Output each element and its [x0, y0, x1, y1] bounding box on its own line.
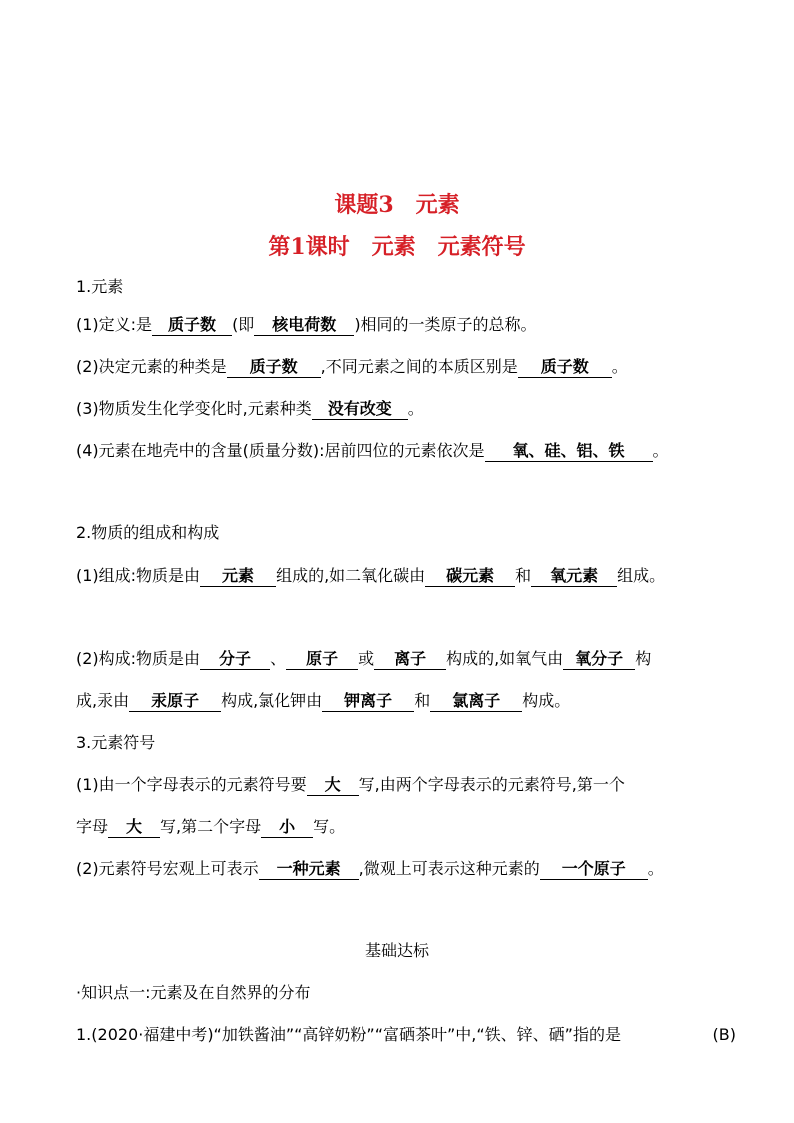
definition-line: [76, 314, 736, 336]
answer-blank: 一种元素: [259, 859, 359, 880]
change-line: [76, 398, 736, 420]
text: 和: [414, 691, 431, 710]
answer-blank: 一个原子: [540, 859, 648, 880]
answer-blank: 氧分子: [563, 649, 635, 670]
text: (即: [232, 315, 255, 334]
question-answer: (B): [712, 1025, 736, 1044]
answer-blank: 小: [261, 817, 313, 838]
text: 和: [515, 566, 532, 585]
question-text: 1.(2020·福建中考)“加铁酱油”“高锌奶粉”“富硒茶叶”中,“铁、锌、硒”指的是: [76, 1025, 621, 1044]
text: (1)由一个字母表示的元素符号要: [76, 775, 307, 794]
answer-blank: 质子数: [518, 357, 612, 378]
lesson-title: 课题3 元素: [334, 192, 460, 218]
text: 写。: [313, 817, 346, 836]
answer-blank: 大: [108, 817, 160, 838]
text: 组成。: [617, 566, 666, 585]
text: (2)构成:物质是由: [76, 649, 201, 668]
answer-blank: 质子数: [152, 315, 232, 336]
text: (3)物质发生化学变化时,元素种类: [76, 399, 312, 418]
text: (1)定义:是: [76, 315, 153, 334]
text: 写,由两个字母表示的元素符号,第一个: [358, 775, 625, 794]
text: 写,第二个字母: [160, 817, 262, 836]
composition-line: [76, 565, 736, 587]
crust-line: [76, 440, 736, 462]
answer-blank: 钾离子: [322, 691, 414, 712]
answer-blank: 大: [307, 775, 359, 796]
knowledge-point: ·知识点一:元素及在自然界的分布: [76, 983, 311, 1002]
practice-heading: 基础达标: [364, 941, 429, 960]
answer-blank: 原子: [286, 649, 358, 670]
answer-blank: 氧、硅、铝、铁: [485, 441, 653, 462]
text: 组成的,如二氧化碳由: [276, 566, 426, 585]
answer-blank: 碳元素: [425, 566, 515, 587]
text: (1)组成:物质是由: [76, 566, 201, 585]
text: 构: [635, 649, 652, 668]
text: 字母: [76, 817, 109, 836]
symbol-meaning-line: [76, 858, 736, 880]
text: 、: [270, 649, 287, 668]
answer-blank: 离子: [374, 649, 446, 670]
text: 构成的,如氧气由: [446, 649, 564, 668]
text: 。: [611, 357, 628, 376]
text: 或: [358, 649, 375, 668]
answer-blank: 汞原子: [129, 691, 221, 712]
text: (2)元素符号宏观上可表示: [76, 859, 259, 878]
text: 成,汞由: [76, 691, 130, 710]
question-1: [76, 1024, 736, 1046]
text: 。: [407, 399, 424, 418]
text: 构成。: [522, 691, 571, 710]
structure-line-1: [76, 648, 736, 670]
answer-blank: 氧元素: [531, 566, 617, 587]
text: ,微观上可表示这种元素的: [358, 859, 540, 878]
section-3-heading: 3.元素符号: [76, 733, 156, 752]
structure-line-2: [76, 690, 736, 712]
text: 。: [652, 441, 669, 460]
text: (4)元素在地壳中的含量(质量分数):居前四位的元素依次是: [76, 441, 485, 460]
section-2-heading: 2.物质的组成和构成: [76, 523, 220, 542]
answer-blank: 核电荷数: [254, 315, 354, 336]
lesson-subtitle: 第1课时 元素 元素符号: [268, 234, 526, 260]
answer-blank: 氯离子: [430, 691, 522, 712]
text: )相同的一类原子的总称。: [354, 315, 537, 334]
symbol-rule-line-1: [76, 774, 736, 796]
answer-blank: 元素: [200, 566, 276, 587]
symbol-rule-line-2: [76, 816, 736, 838]
answer-blank: 没有改变: [312, 399, 408, 420]
answer-blank: 质子数: [227, 357, 321, 378]
text: ,不同元素之间的本质区别是: [320, 357, 518, 376]
text: (2)决定元素的种类是: [76, 357, 227, 376]
text: 构成,氯化钾由: [221, 691, 323, 710]
decide-line: [76, 356, 736, 378]
answer-blank: 分子: [200, 649, 270, 670]
section-1-heading: 1.元素: [76, 277, 124, 296]
text: 。: [647, 859, 664, 878]
